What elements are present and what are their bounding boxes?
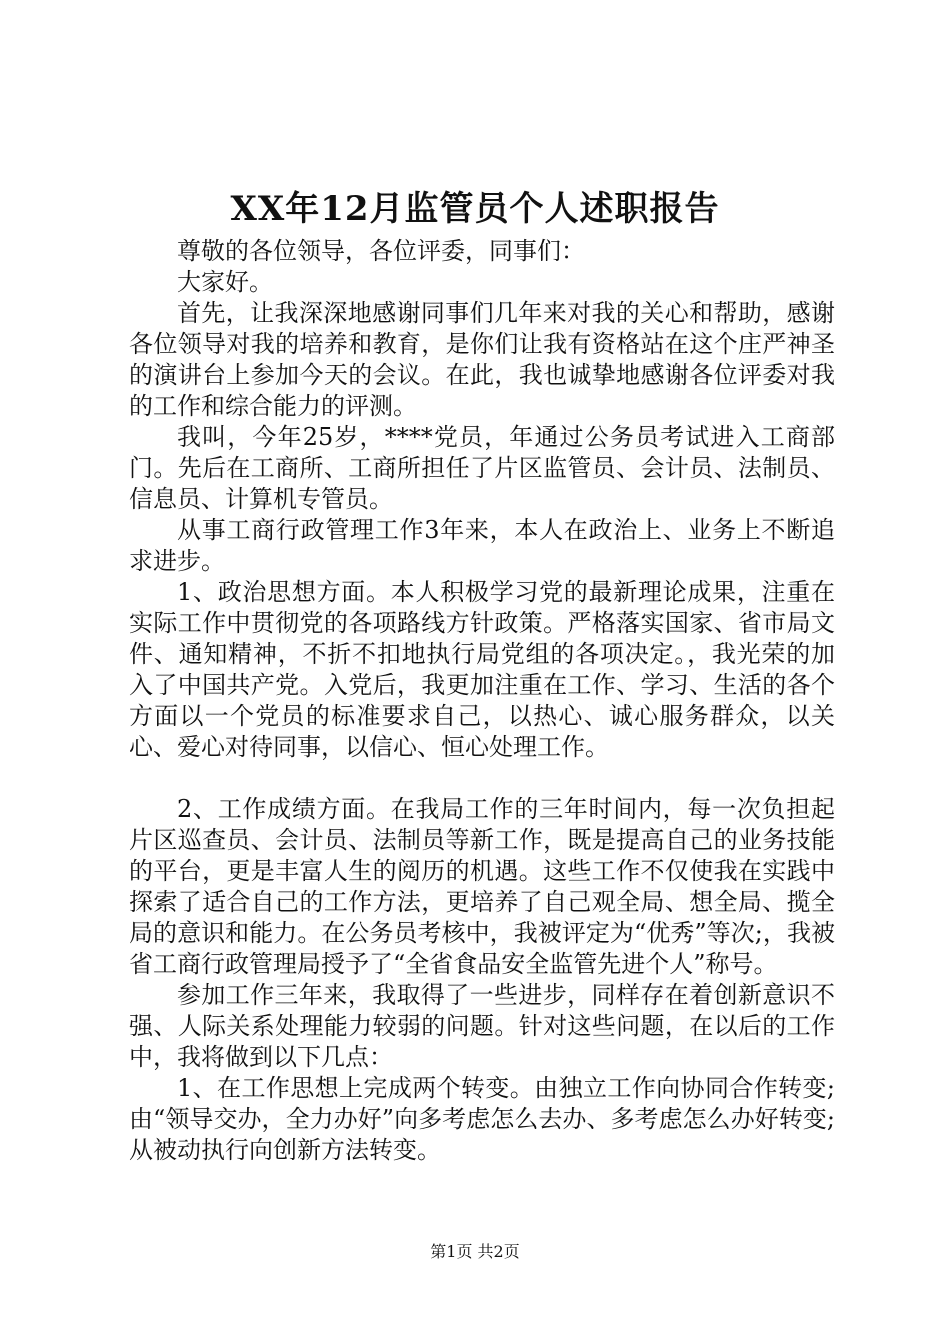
thanks-paragraph: 首先，让我深深地感谢同事们几年来对我的关心和帮助，感谢各位领导对我的培养和教育，是你们让我有资格站在这个庄严神圣的演讲台上参加今天的会议。在此，我也诚挚地感谢各位评委对我的工作和综合能力的评测。 [129, 299, 835, 420]
page-footer: 第1页 共2页 [430, 1242, 520, 1261]
greeting-paragraph: 大家好。 [177, 268, 273, 296]
document-body [129, 236, 835, 1166]
achievement-section-paragraph: 2、工作成绩方面。在我局工作的三年时间内，每一次负担起片区巡查员、会计员、法制员等新工作，既是提高自己的业务技能的平台，更是丰富人生的阅历的机遇。这些工作不仅使我在实践中探索了适合自己的工作方法，更培养了自己观全局、想全局、揽全局的意识和能力。在公务员考核中，我被评定为“优秀”等次;，我被省工商行政管理局授予了“全省食品安全监管先进个人”称号。 [129, 795, 835, 978]
shortcomings-paragraph: 参加工作三年来，我取得了一些进步，同样存在着创新意识不强、人际关系处理能力较弱的问题。针对这些问题，在以后的工作中，我将做到以下几点： [129, 981, 835, 1071]
salutation-paragraph: 尊敬的各位领导，各位评委，同事们： [177, 237, 585, 265]
document-title: XX年12月监管员个人述职报告 [230, 189, 720, 229]
plan-item-paragraph: 1、在工作思想上完成两个转变。由独立工作向协同合作转变;由“领导交办，全力办好”向多考虑怎么去办、多考虑怎么办好转变;从被动执行向创新方法转变。 [129, 1074, 835, 1164]
progress-paragraph: 从事工商行政管理工作3年来，本人在政治上、业务上不断追求进步。 [129, 516, 835, 575]
political-section-paragraph: 1、政治思想方面。本人积极学习党的最新理论成果，注重在实际工作中贯彻党的各项路线方针政策。严格落实国家、省市局文件、通知精神，不折不扣地执行局党组的各项决定。，我光荣的加入了中国共产党。入党后，我更加注重在工作、学习、生活的各个方面以一个党员的标准要求自己，以热心、诚心服务群众，以关心、爱心对待同事，以信心、恒心处理工作。 [129, 578, 835, 761]
introduction-paragraph: 我叫，今年25岁，****党员，年通过公务员考试进入工商部门。先后在工商所、工商所担任了片区监管员、会计员、法制员、信息员、计算机专管员。 [129, 423, 835, 513]
